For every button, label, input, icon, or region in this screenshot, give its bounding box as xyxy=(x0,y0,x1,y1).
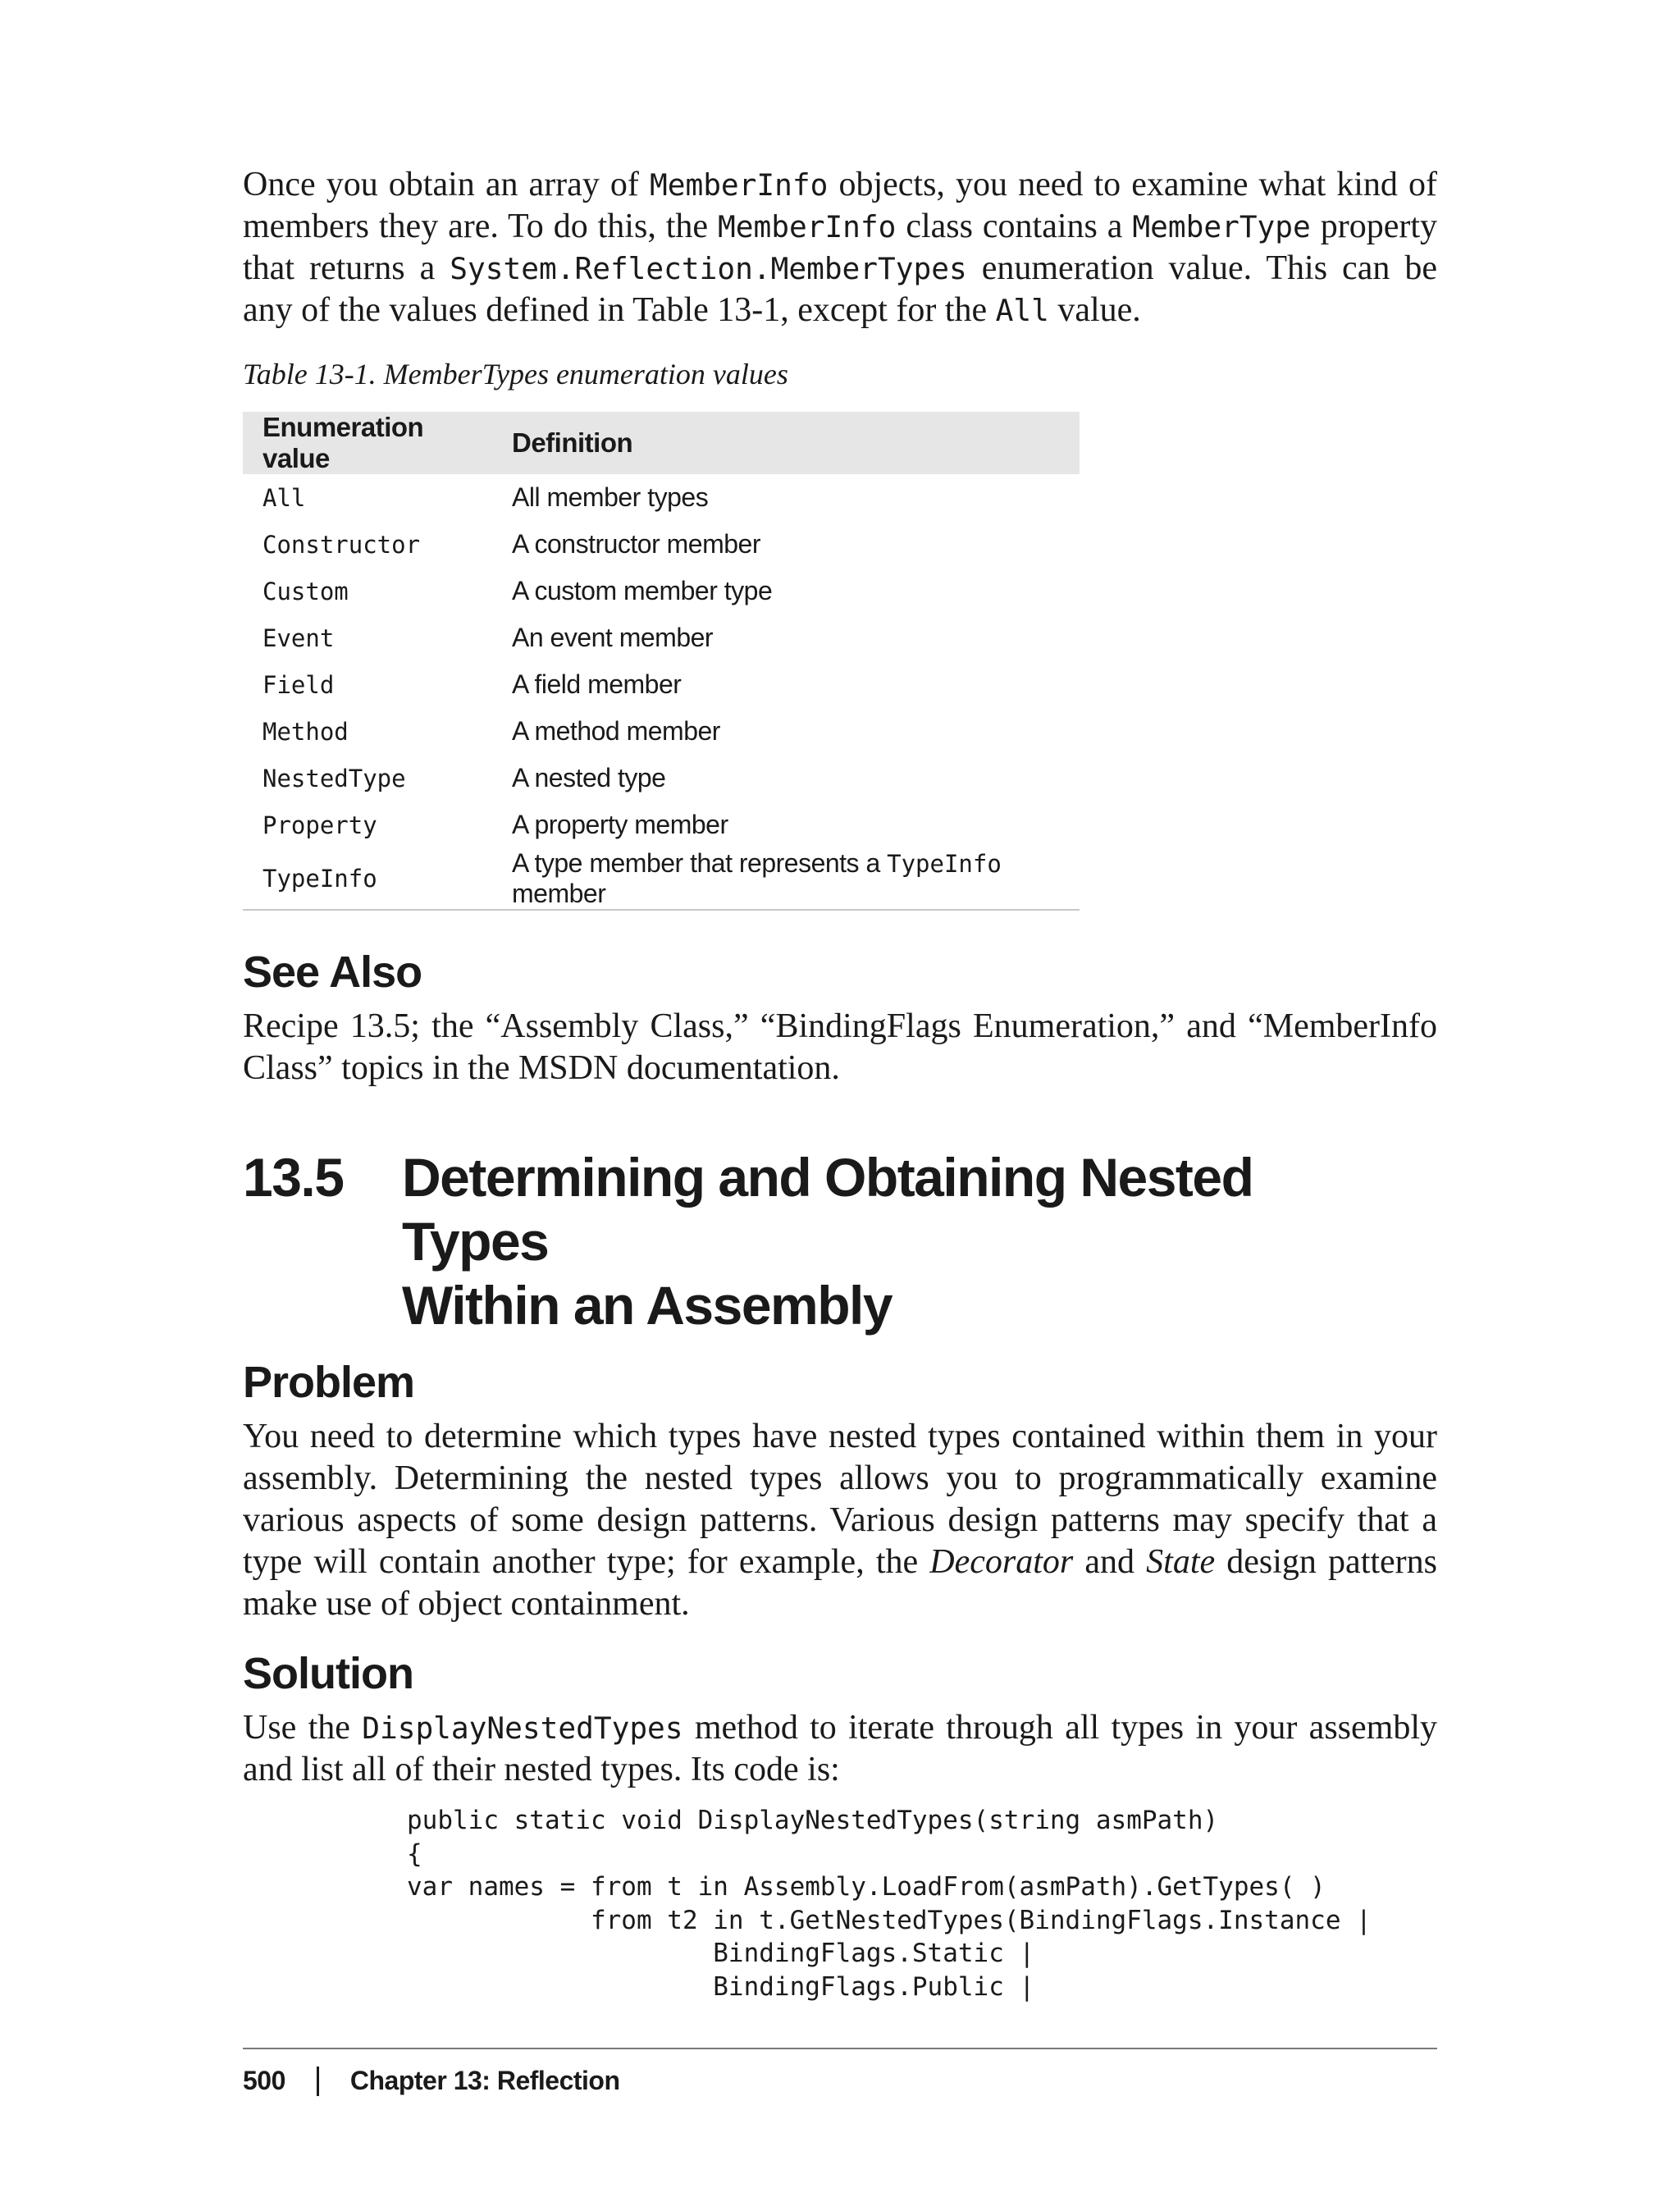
problem-text: You need to determine which types have nested types contained within them in your assembly. Determining the nested types allows you to programmatically examine various aspects of some design patterns. Various design patterns may specify that a type will contain another type; for example, the xyxy=(243,1418,1437,1581)
intro-text: property that returns a xyxy=(243,208,1437,287)
inline-code: MemberInfo xyxy=(649,167,829,203)
intro-text: value. xyxy=(1048,291,1141,329)
definition-cell: All member types xyxy=(512,482,709,512)
inline-code: DisplayNestedTypes xyxy=(362,1710,683,1746)
problem-text: and xyxy=(1073,1543,1147,1581)
page-footer xyxy=(243,2048,1437,2096)
column-header: Enumeration value xyxy=(243,412,492,474)
enum-value-cell: Field xyxy=(262,670,335,699)
table-row xyxy=(243,661,1080,708)
enum-value-cell: Event xyxy=(262,623,335,652)
inline-code: MemberInfo xyxy=(718,209,897,244)
enum-value-cell: All xyxy=(262,483,306,512)
recipe-heading xyxy=(243,1145,1437,1337)
recipe-title xyxy=(402,1145,1304,1337)
definition-cell: An event member xyxy=(512,623,714,652)
recipe-title-line: Within an Assembly xyxy=(402,1275,892,1336)
chapter-label: Chapter 13: Reflection xyxy=(349,2066,620,2095)
definition-text: A type member that represents a xyxy=(512,848,888,878)
enum-value-cell: NestedType xyxy=(262,764,406,792)
intro-paragraph xyxy=(243,164,1437,331)
problem-heading: Problem xyxy=(243,1358,415,1407)
table-row xyxy=(243,568,1080,614)
member-types-table xyxy=(243,412,1080,911)
solution-text: Use the xyxy=(243,1709,363,1747)
definition-cell: A constructor member xyxy=(512,529,760,559)
inline-code: MemberType xyxy=(1132,209,1311,244)
inline-code: All xyxy=(995,293,1049,328)
recipe-number: 13.5 xyxy=(243,1147,344,1208)
table-row xyxy=(243,708,1080,755)
table-row xyxy=(243,614,1080,661)
definition-cell: A method member xyxy=(512,716,720,746)
table-row xyxy=(243,474,1080,521)
see-also-paragraph: Recipe 13.5; the “Assembly Class,” “BindingFlags Enumeration,” and “MemberInfo Class” topics in the MSDN documentation. xyxy=(243,1007,1437,1087)
footer-separator xyxy=(317,2067,319,2096)
definition-cell: A nested type xyxy=(512,763,666,792)
inline-code: System.Reflection.MemberTypes xyxy=(450,251,967,286)
definition-cell: A field member xyxy=(512,669,682,699)
enum-value-cell: Method xyxy=(262,717,349,746)
intro-text: Once you obtain an array of xyxy=(243,166,650,203)
definition-cell: A property member xyxy=(512,810,728,839)
problem-paragraph xyxy=(243,1416,1437,1625)
solution-text: method to iterate through all types in your assembly and list all of their nested types. Its code is: xyxy=(243,1709,1437,1788)
column-header: Definition xyxy=(492,412,1080,474)
enum-value-cell: Constructor xyxy=(262,530,421,559)
enum-value-cell: Custom xyxy=(262,577,349,605)
table-row xyxy=(243,521,1080,568)
table-row xyxy=(243,848,1080,910)
page-number: 500 xyxy=(243,2066,285,2095)
intro-text: enumeration value. This can be any of the values defined in Table 13-1, except for the xyxy=(243,249,1437,329)
emphasis-text: Decorator xyxy=(929,1543,1074,1581)
intro-text: class contains a xyxy=(896,208,1133,245)
enum-value-cell: Property xyxy=(262,811,377,839)
definition-cell: A custom member type xyxy=(512,576,773,605)
see-also-heading: See Also xyxy=(243,948,422,997)
enum-value-cell: TypeInfo xyxy=(243,848,492,910)
table-row xyxy=(243,755,1080,802)
definition-text: member xyxy=(512,879,606,908)
inline-code: TypeInfo xyxy=(887,850,1002,878)
problem-text: design patterns make use of object containment. xyxy=(243,1543,1438,1623)
intro-text: objects, you need to examine what kind of members they are. To do this, the xyxy=(243,166,1437,245)
recipe-title-line: Determining and Obtaining Nested Types xyxy=(402,1147,1253,1272)
solution-heading: Solution xyxy=(243,1649,413,1698)
page-content xyxy=(243,164,1437,2003)
definition-cell xyxy=(492,848,1080,910)
code-listing: public static void DisplayNestedTypes(string asmPath) { var names = from t in Assembly.LoadFrom(asmPath).GetTypes( ) from t2 in t.GetNestedTypes(BindingFlags.Instance | BindingFlags.Static | BindingFlags.Public | xyxy=(407,1806,1372,2002)
table-row xyxy=(243,802,1080,848)
table-caption: Table 13-1. MemberTypes enumeration values xyxy=(243,358,788,391)
emphasis-text: State xyxy=(1146,1543,1216,1581)
table-header-row xyxy=(243,412,1080,474)
solution-paragraph xyxy=(243,1707,1437,1791)
